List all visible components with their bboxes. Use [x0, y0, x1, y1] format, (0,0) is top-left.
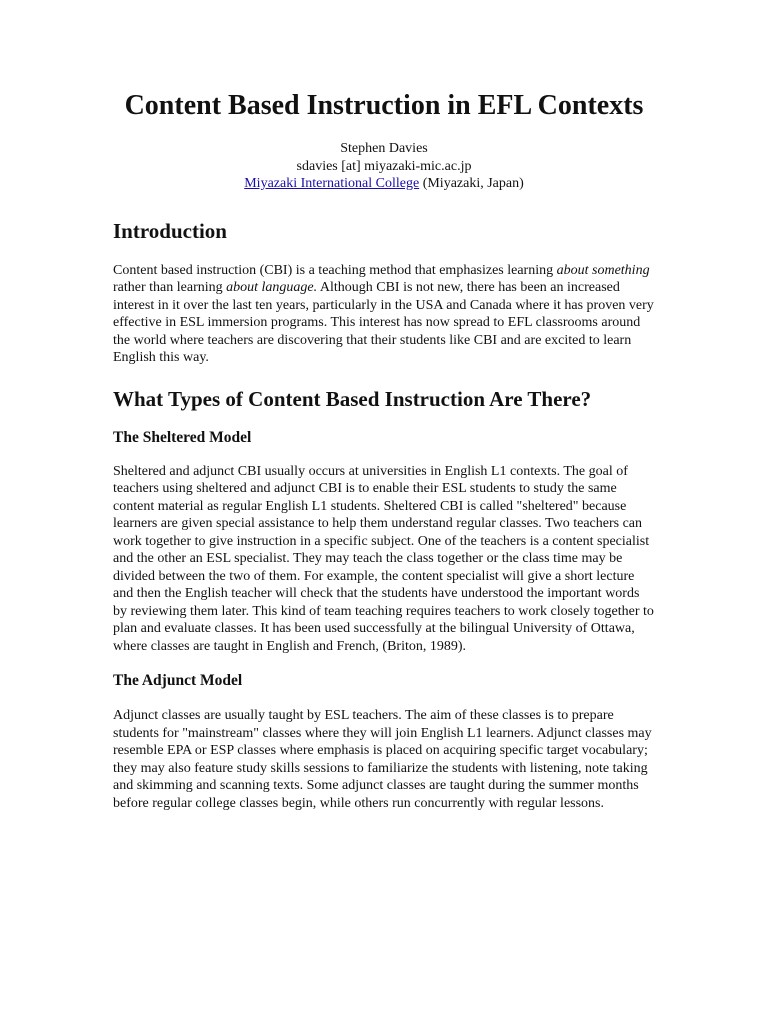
author-email: sdavies [at] miyazaki-mic.ac.jp	[296, 158, 472, 174]
author-name: Stephen Davies	[340, 141, 428, 156]
introduction-paragraph	[113, 262, 655, 367]
intro-emphasis-1: about something	[556, 262, 650, 278]
adjunct-model-paragraph: Adjunct classes are usually taught by ESL teachers. The aim of these classes is to prepare students for "mainstream" classes where they will join English L1 learners. Adjunct classes may resemble EPA or ESP classes where emphasis is placed on acquiring specific target vocabulary; they may also feature study skills sessions to familiarize the students with listening, note taking and skimming and scanning texts. Some adjunct classes are taught during the summer months before regular college classes begin, while others run concurrently with regular lessons.	[113, 708, 652, 811]
sheltered-model-heading: The Sheltered Model	[113, 428, 252, 446]
intro-text-1: Content based instruction (CBI) is a teaching method that emphasizes learning	[113, 262, 557, 278]
author-affiliation	[113, 175, 655, 193]
affiliation-link[interactable]: Miyazaki International College	[244, 176, 420, 191]
intro-text-3: Although CBI is not new, there has been an increased interest in it over the last ten years, particularly in the USA and Canada where it has proven very effective in ESL immersion programs. This interest has now spread to EFL classrooms around the world where teachers are discovering that their students like CBI and are excited to learn English this way.	[113, 280, 654, 365]
author-block	[113, 140, 655, 193]
sheltered-model-paragraph: Sheltered and adjunct CBI usually occurs at universities in English L1 contexts. The goal of teachers using sheltered and adjunct CBI is to enable their ESL students to study the same content material as regular English L1 students. Sheltered CBI is called "sheltered" because learners are given special assistance to help them understand regular classes. Two teachers can work together to give instruction in a specific subject. One of the teachers is a content specialist and the other an ESL specialist. They may teach the class together or the class time may be divided between the two of them. For example, the content specialist will give a short lecture and then the English teacher will check that the students have understood the important words by reviewing them later. This kind of team teaching requires teachers to work closely together to plan and evaluate classes. It has been used successfully at the bilingual University of Ottawa, where classes are taught in English and French, (Briton, 1989).	[113, 463, 654, 654]
document-page	[113, 88, 655, 812]
introduction-heading: Introduction	[113, 218, 227, 243]
adjunct-model-heading: The Adjunct Model	[113, 672, 243, 689]
intro-emphasis-2: about language.	[226, 280, 318, 295]
affiliation-location: (Miyazaki, Japan)	[419, 176, 524, 191]
document-title: Content Based Instruction in EFL Contexts	[124, 90, 644, 121]
intro-text-2: rather than learning	[113, 280, 227, 295]
types-heading: What Types of Content Based Instruction Are There?	[113, 386, 592, 411]
